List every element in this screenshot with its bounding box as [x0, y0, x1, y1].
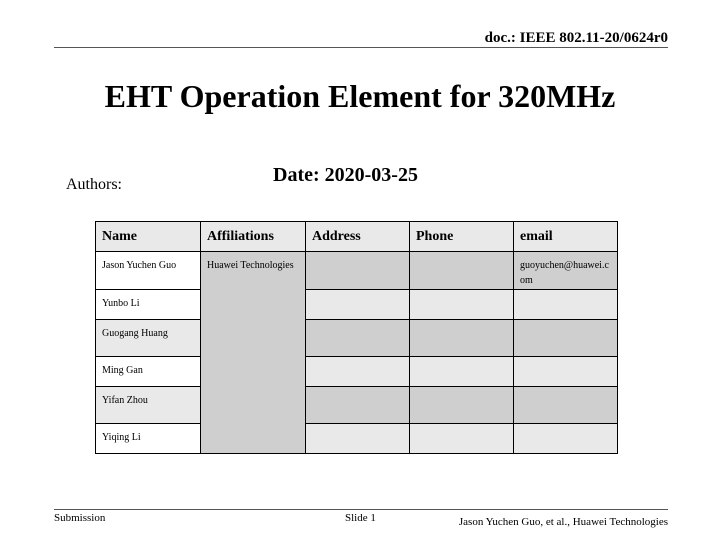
slide-title: EHT Operation Element for 320MHz: [104, 78, 616, 114]
author-phone: [410, 424, 514, 454]
table-row: [96, 320, 618, 357]
header-phone: Phone: [410, 222, 514, 252]
author-name: Jason Yuchen Guo: [96, 252, 201, 290]
footer-submission: Submission: [54, 512, 106, 524]
author-affiliation: Huawei Technologies: [201, 252, 306, 454]
header-divider: [54, 47, 668, 48]
doc-id: doc.: IEEE 802.11-20/0624r0: [484, 30, 668, 46]
author-email: [514, 290, 618, 320]
author-email: guoyuchen@huawei.com: [514, 252, 618, 290]
author-address: [306, 387, 410, 424]
table-row: [96, 387, 618, 424]
author-address: [306, 252, 410, 290]
author-phone: [410, 320, 514, 357]
author-phone: [410, 290, 514, 320]
author-phone: [410, 387, 514, 424]
author-name: Ming Gan: [96, 357, 201, 387]
authors-table: [95, 221, 618, 454]
table-row: [96, 357, 618, 387]
author-phone: [410, 252, 514, 290]
header-affiliations: Affiliations: [201, 222, 306, 252]
table-row: [96, 252, 618, 290]
header-email: email: [514, 222, 618, 252]
author-email: [514, 424, 618, 454]
table-row: [96, 290, 618, 320]
author-email: [514, 320, 618, 357]
header-address: Address: [306, 222, 410, 252]
author-name: Yiqing Li: [96, 424, 201, 454]
header-name: Name: [96, 222, 201, 252]
footer-authors: Jason Yuchen Guo, et al., Huawei Technologies: [458, 516, 668, 528]
author-phone: [410, 357, 514, 387]
author-email: [514, 387, 618, 424]
slide-date: Date: 2020-03-25: [273, 164, 418, 186]
footer-divider: [54, 509, 668, 510]
author-name: Guogang Huang: [96, 320, 201, 357]
footer-slide-number: Slide 1: [345, 512, 376, 524]
author-name: Yunbo Li: [96, 290, 201, 320]
author-name: Yifan Zhou: [96, 387, 201, 424]
table-header-row: [96, 222, 618, 252]
author-address: [306, 357, 410, 387]
author-address: [306, 320, 410, 357]
author-address: [306, 424, 410, 454]
author-email: [514, 357, 618, 387]
author-address: [306, 290, 410, 320]
authors-label: Authors:: [66, 176, 122, 193]
table-row: [96, 424, 618, 454]
